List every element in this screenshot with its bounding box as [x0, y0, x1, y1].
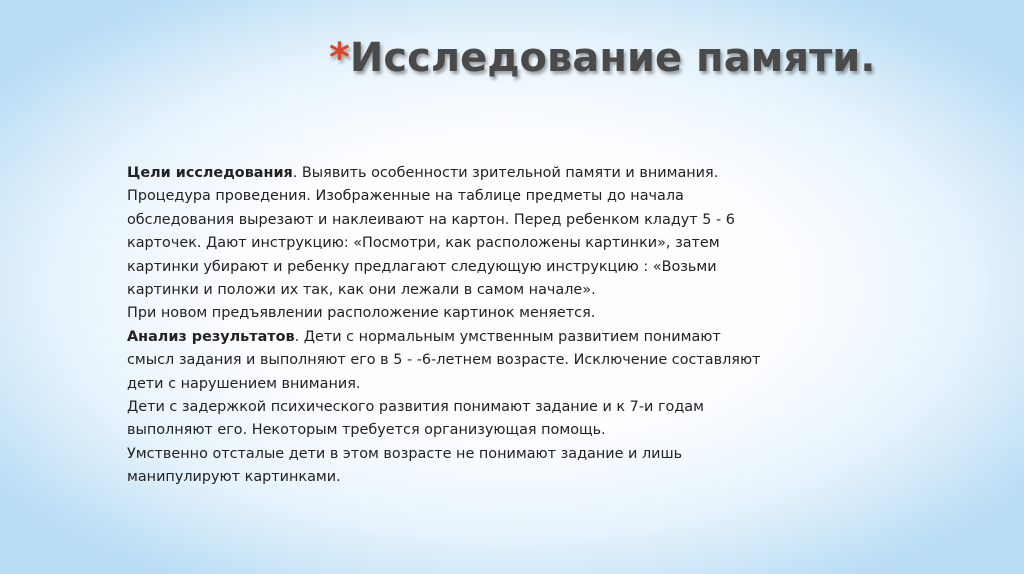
text-line: [127, 373, 887, 396]
text-line: [127, 326, 887, 349]
text-line-content: При новом предъявлении расположение картинок меняется.: [127, 305, 596, 322]
text-line: [127, 396, 887, 419]
text-line-content: дети с нарушением внимания.: [127, 375, 361, 392]
text-line: [127, 232, 887, 255]
text-line: [127, 279, 887, 302]
slide-title: [329, 28, 969, 88]
text-line-content: обследования вырезают и наклеивают на картон. Перед ребенком кладут 5 - 6: [127, 211, 735, 228]
text-line: [127, 302, 887, 325]
text-line-content: выполняют его. Некоторым требуется организующая помощь.: [127, 422, 606, 439]
body-text: [127, 162, 887, 490]
text-line: [127, 443, 887, 466]
title-text: Исследование памяти.: [349, 35, 876, 81]
text-line-content: смысл задания и выполняют его в 5 - -6-летнем возрасте. Исключение составляют: [127, 352, 761, 369]
text-line-content: Умственно отсталые дети в этом возрасте не понимают задание и лишь: [127, 445, 683, 462]
text-line: [127, 349, 887, 372]
text-line: [127, 185, 887, 208]
text-line-content: карточек. Дают инструкцию: «Посмотри, как расположены картинки», затем: [127, 235, 720, 252]
text-line-content: картинки и положи их так, как они лежали в самом начале».: [127, 282, 596, 299]
text-line-content: . Дети с нормальным умственным развитием понимают: [294, 328, 721, 345]
text-line-content: картинки убирают и ребенку предлагают следующую инструкцию : «Возьми: [127, 258, 717, 275]
text-line-content: манипулируют картинками.: [127, 469, 341, 486]
text-line-content: . Выявить особенности зрительной памяти и внимания.: [292, 165, 719, 181]
text-line-bold: Цели исследования: [127, 165, 293, 181]
text-line-bold: Анализ результатов: [127, 328, 295, 345]
text-line: [127, 466, 887, 489]
text-line: [127, 209, 887, 232]
text-line: [127, 419, 887, 442]
title-asterisk: *: [329, 35, 350, 81]
text-line-content: Процедура проведения. Изображенные на таблице предметы до начала: [127, 188, 684, 205]
text-line: [127, 162, 887, 185]
text-line-content: Дети с задержкой психического развития понимают задание и к 7-и годам: [127, 399, 704, 416]
text-line: [127, 256, 887, 279]
